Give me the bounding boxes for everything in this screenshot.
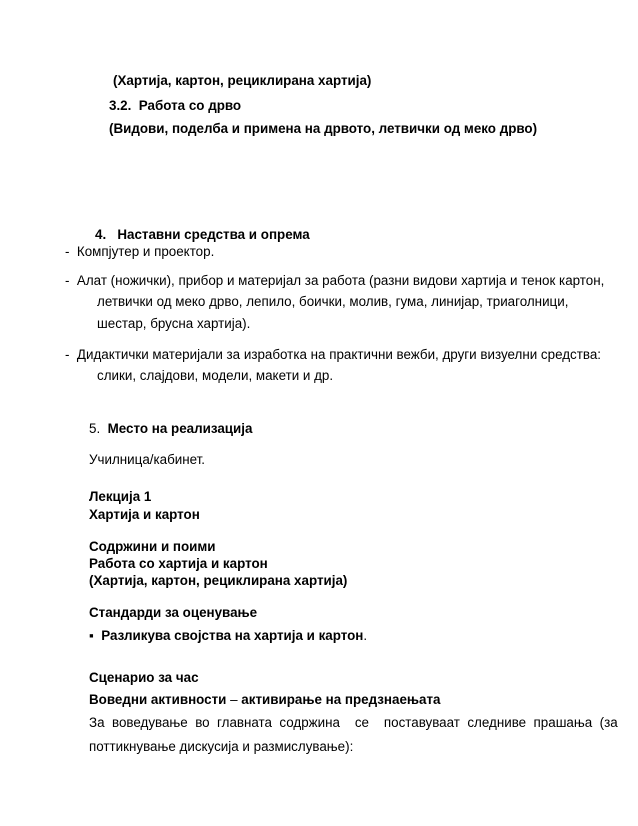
equipment-item xyxy=(65,273,604,289)
intro-activities-heading xyxy=(89,692,441,708)
equipment-item-text: Дидактички материјали за изработка на практични вежби, други визуелни средства: xyxy=(76,347,601,362)
list-dash: - xyxy=(65,347,70,362)
section-5-number: 5. xyxy=(89,421,101,436)
section-5-heading xyxy=(89,421,252,437)
equipment-item-continuation: шестар, брусна хартија). xyxy=(97,316,251,331)
subsection-title: Работа со дрво xyxy=(138,98,242,113)
subsection-description: (Видови, поделба и примена на дрвото, летвички од меко дрво) xyxy=(109,121,538,136)
bullet-icon: ▪ xyxy=(89,628,94,643)
equipment-item-text: Компјутер и проектор. xyxy=(76,244,215,259)
lesson-subtitle: Хартија и картон xyxy=(89,507,200,522)
standards-item-period: . xyxy=(363,628,368,643)
subsection-heading xyxy=(109,98,241,114)
scenario-heading: Сценарио за час xyxy=(89,670,199,685)
list-dash: - xyxy=(65,273,70,288)
section-4-title: Наставни средства и опрема xyxy=(117,227,310,242)
content-heading: Содржини и поими xyxy=(89,539,216,554)
standards-item xyxy=(89,628,367,644)
equipment-item-continuation: летвички од меко дрво, лепило, боички, молив, гума, линијар, триаголници, xyxy=(97,294,569,309)
intro-dash: – xyxy=(226,692,242,707)
equipment-item-continuation: слики, слајдови, модели, макети и др. xyxy=(97,368,334,383)
equipment-item xyxy=(65,347,601,363)
standards-heading: Стандарди за оценување xyxy=(89,605,258,620)
scenario-paragraph-line: поттикнување дискусија и размислување): xyxy=(89,739,354,754)
equipment-item xyxy=(65,244,214,260)
content-line: Работа со хартија и картон xyxy=(89,556,268,571)
section-5-title: Место на реализација xyxy=(107,421,253,436)
standards-item-text: Разликува својства на хартија и картон xyxy=(101,628,364,643)
subsection-number: 3.2. xyxy=(109,98,132,113)
list-dash: - xyxy=(65,244,70,259)
intro-activities-label: Воведни активности xyxy=(89,692,227,707)
location-text: Училница/кабинет. xyxy=(89,452,206,467)
section-4-heading xyxy=(95,227,310,243)
intro-activities-rest: активирање на предзнаењата xyxy=(241,692,441,707)
lesson-title: Лекција 1 xyxy=(89,489,152,504)
equipment-item-text: Алат (ножички), прибор и материјал за работа (разни видови хартија и тенок картон, xyxy=(76,273,605,288)
section-4-number: 4. xyxy=(95,227,107,242)
content-line: (Хартија, картон, рециклирана хартија) xyxy=(89,573,348,588)
scenario-paragraph-line: За воведување во главната содржина се поставуваат следниве прашања (за xyxy=(89,715,618,730)
materials-paren-line: (Хартија, картон, рециклирана хартија) xyxy=(113,73,372,88)
